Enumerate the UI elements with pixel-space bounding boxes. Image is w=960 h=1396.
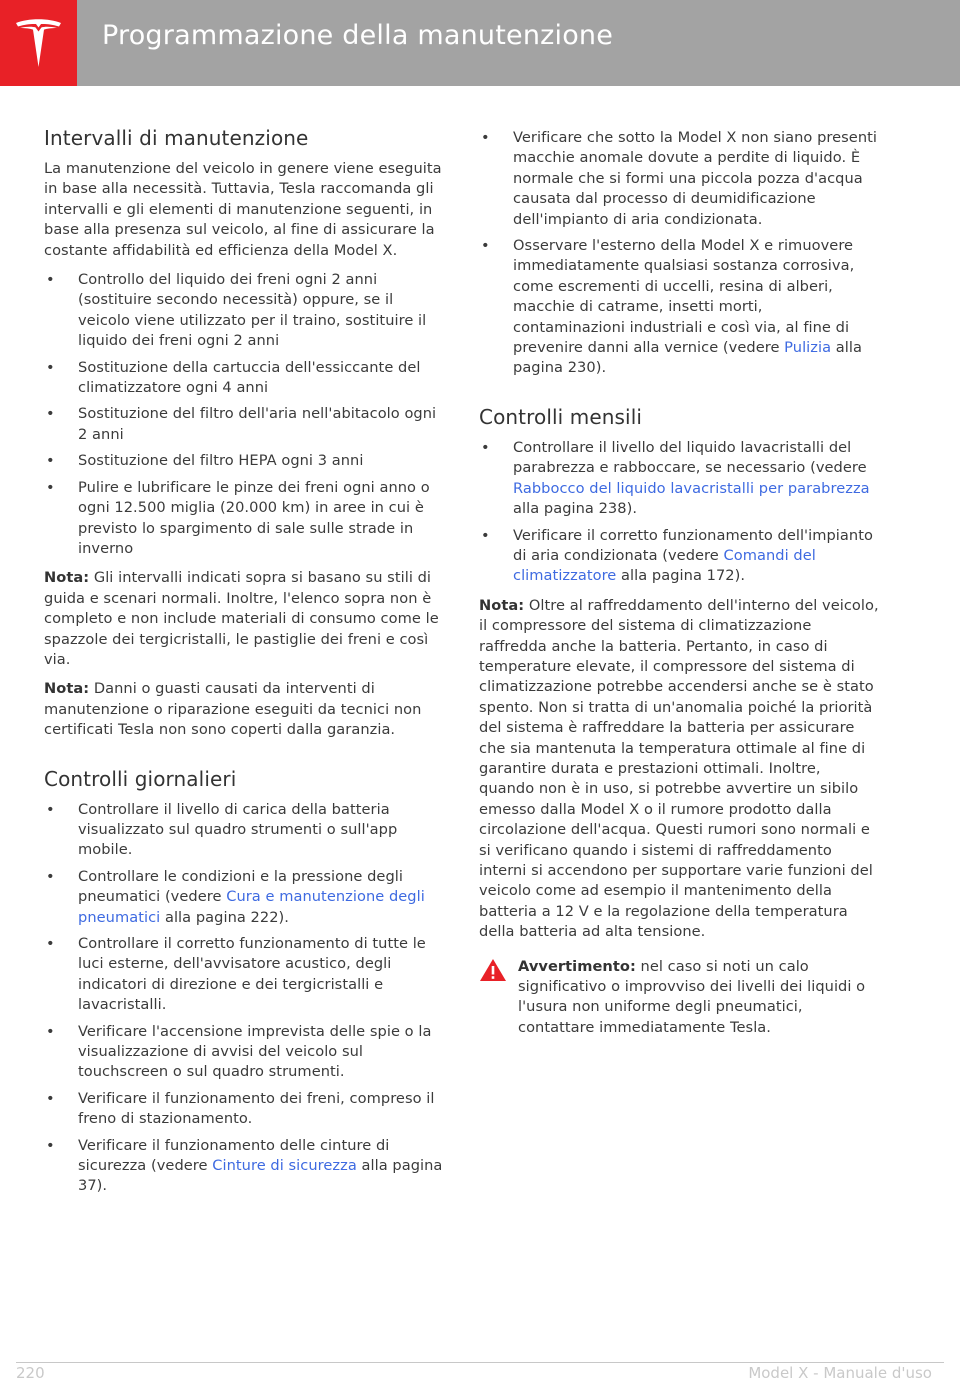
- note-label: Nota:: [44, 680, 90, 698]
- left-column: [44, 126, 444, 1206]
- list-item: • Verificare che sotto la Model X non siano presenti macchie anomale dovute a perdite di liquido. È normale che si formi una piccola pozza d'acqua causata dal processo di deumidificazione dell'impianto di aria condizionata.: [479, 128, 879, 230]
- daily-heading: Controlli giornalieri: [44, 766, 237, 791]
- list-item: • Controllare il livello del liquido lavacristalli del parabrezza e rabboccare, se necessario (vedere Rabbocco del liquido lavacristalli per parabrezza alla pagina 238).: [479, 438, 879, 520]
- daily-list: [44, 800, 444, 1197]
- note-label: Nota:: [44, 569, 90, 587]
- intervals-list: [44, 270, 444, 559]
- warning-text: Avvertimento: nel caso si noti un calo significativo o improvviso dei livelli dei liquidi o l'usura non uniforme degli pneumatici, contattare immediatamente Tesla.: [518, 957, 866, 1036]
- list-item: • Osservare l'esterno della Model X e rimuovere immediatamente qualsiasi sostanza corrosiva, come escrementi di uccelli, resina di alberi, macchie di catrame, insetti morti, contaminazioni industriali e così via, al fine di prevenire danni alla vernice (vedere Pulizia alla pagina 230).: [479, 236, 879, 379]
- intervals-heading: Intervalli di manutenzione: [44, 126, 309, 150]
- footer-divider: [16, 1362, 944, 1363]
- link-cleaning[interactable]: Pulizia: [784, 339, 832, 357]
- note-paragraph: [479, 596, 879, 943]
- list-item: • Sostituzione del filtro dell'aria nell'abitacolo ogni 2 anni: [44, 404, 444, 445]
- note-paragraph: [44, 568, 444, 670]
- tesla-logo: [0, 0, 77, 86]
- list-item: • Verificare il corretto funzionamento dell'impianto di aria condizionata (vedere Comandi del climatizzatore alla pagina 172).: [479, 526, 879, 587]
- list-item: • Verificare il funzionamento dei freni, compreso il freno di stazionamento.: [44, 1089, 444, 1130]
- note-label: Nota:: [479, 596, 525, 614]
- list-item: • Sostituzione della cartuccia dell'essiccante del climatizzatore ogni 4 anni: [44, 358, 444, 399]
- link-seat-belts[interactable]: Cinture di sicurezza: [212, 1157, 357, 1175]
- warning-icon: [479, 958, 507, 982]
- warning-box: [479, 957, 879, 1039]
- list-item: • Verificare l'accensione imprevista delle spie o la visualizzazione di avvisi del veicolo sul touchscreen o sul quadro strumenti.: [44, 1022, 444, 1083]
- monthly-heading: Controlli mensili: [479, 404, 643, 429]
- page-title: Programmazione della manutenzione: [102, 20, 614, 51]
- right-column: [479, 128, 879, 1038]
- note-text: Oltre al raffreddamento dell'interno del veicolo, il compressore del sistema di climatizzazione raffredda anche la batteria. Pertanto, in caso di temperature elevate, il compressore del sistema di climatizzazione potrebbe accendersi anche se è stato spento. Non si tratta di un'anomalia poiché la priorità del sistema è raffreddare la batteria per assicurare che sia mantenuta la temperatura ottimale al fine di garantire durata e prestazioni ottimali. Inoltre, quando non è in uso, si potrebbe avvertire un sibilo emesso dalla Model X o il rumore prodotto dalla circolazione dell'acqua. Questi rumori sono normali e si verificano quando i sistemi di raffreddamento interni si accendono per supportare varie funzioni del veicolo come ad esempio il mantenimento della batteria a 12 V e la regolazione della temperatura della batteria ad alta tensione.: [479, 596, 879, 941]
- tesla-logo-icon: [14, 17, 63, 69]
- page-number: 220: [16, 1364, 45, 1382]
- intervals-intro: La manutenzione del veicolo in genere viene eseguita in base alla necessità. Tuttavia, Tesla raccomanda gli intervalli e gli elementi di manutenzione seguenti, in base alla presenza sul veicolo, al fine di assicurare la costante affidabilità ed efficienza della Model X.: [44, 160, 442, 259]
- note-text: Danni o guasti causati da interventi di manutenzione o riparazione eseguiti da tecnici non certificati Tesla non sono coperti dalla garanzia.: [44, 680, 422, 739]
- list-item: • Controllare le condizioni e la pressione degli pneumatici (vedere Cura e manutenzione degli pneumatici alla pagina 222).: [44, 867, 444, 928]
- list-item: • Pulire e lubrificare le pinze dei freni ogni anno o ogni 12.500 miglia (20.000 km) in aree in cui è previsto lo spargimento di sale sulle strade in inverno: [44, 478, 444, 560]
- note-paragraph: [44, 679, 444, 740]
- list-item: • Controllare il corretto funzionamento di tutte le luci esterne, dell'avvisatore acustico, degli indicatori di direzione e dei tergicristalli e lavacristalli.: [44, 934, 444, 1016]
- document-title: Model X - Manuale d'uso: [748, 1364, 932, 1382]
- list-item: • Sostituzione del filtro HEPA ogni 3 anni: [44, 451, 444, 471]
- page-header: [0, 0, 960, 86]
- warning-label: Avvertimento:: [518, 957, 636, 975]
- monthly-list: [479, 438, 879, 587]
- list-item: • Controllare il livello di carica della batteria visualizzato sul quadro strumenti o sull'app mobile.: [44, 800, 444, 861]
- list-item: • Verificare il funzionamento delle cinture di sicurezza (vedere Cinture di sicurezza alla pagina 37).: [44, 1136, 444, 1197]
- list-item: • Controllo del liquido dei freni ogni 2 anni (sostituire secondo necessità) oppure, se il veicolo viene utilizzato per il traino, sostituire il liquido dei freni ogni 2 anni: [44, 270, 444, 352]
- link-washer-fluid[interactable]: Rabbocco del liquido lavacristalli per parabrezza: [513, 479, 870, 497]
- daily-list-continued: [479, 128, 879, 379]
- link-climate-controls[interactable]: Comandi del climatizzatore: [513, 546, 816, 585]
- note-text: Gli intervalli indicati sopra si basano su stili di guida e scenari normali. Inoltre, l'elenco sopra non è completo e non include materiali di consumo come le spazzole dei tergicristalli, le pastiglie dei freni e così via.: [44, 569, 439, 668]
- link-tyre-care[interactable]: Cura e manutenzione degli pneumatici: [78, 888, 425, 926]
